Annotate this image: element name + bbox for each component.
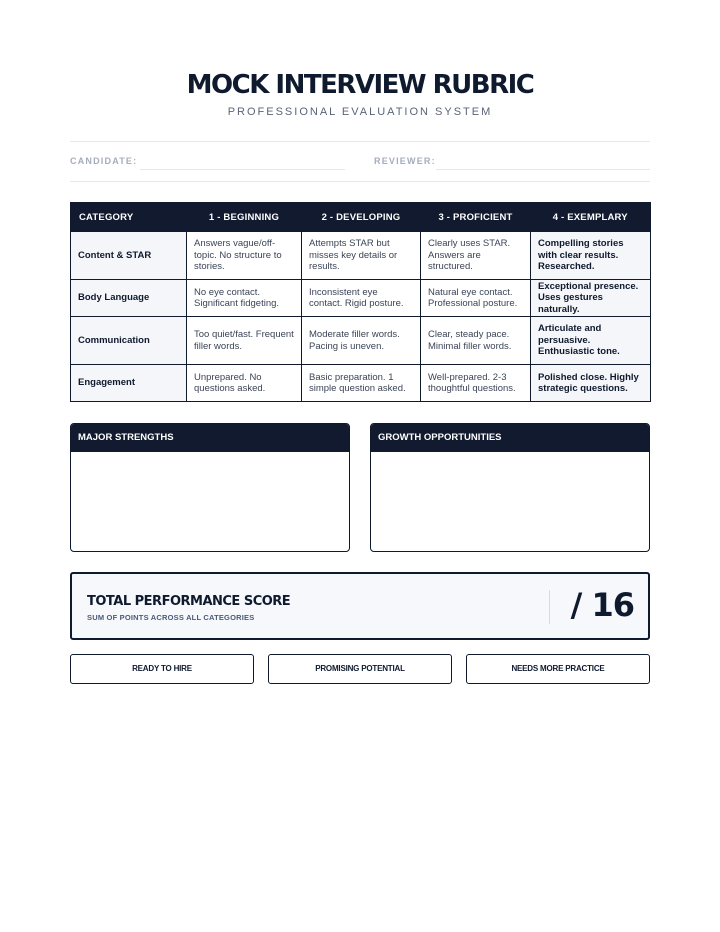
column-header-proficient: 3 - PROFICIENT (421, 203, 531, 232)
total-score-box (70, 572, 650, 640)
rubric-cell[interactable]: Attempts STAR but misses key details or results. (302, 232, 421, 280)
rubric-cell[interactable]: Well-prepared. 2-3 thoughtful questions. (421, 365, 531, 402)
score-divider (549, 590, 550, 624)
rubric-cell[interactable]: Moderate filler words. Pacing is uneven. (302, 317, 421, 365)
table-header-row (71, 203, 651, 232)
rubric-cell[interactable]: Exceptional presence. Uses gestures naturally. (531, 280, 651, 317)
rubric-cell[interactable]: Articulate and persuasive. Enthusiastic tone. (531, 317, 651, 365)
rubric-cell[interactable]: Answers vague/off-topic. No structure to stories. (187, 232, 302, 280)
reviewer-field[interactable] (436, 169, 650, 170)
score-subtitle: SUM OF POINTS ACROSS ALL CATEGORIES (87, 613, 255, 622)
table-row (71, 280, 651, 317)
rubric-cell[interactable]: Polished close. Highly strategic questions. (531, 365, 651, 402)
divider (70, 181, 650, 182)
score-value[interactable]: / 16 (570, 586, 634, 624)
rubric-cell[interactable]: Inconsistent eye contact. Rigid posture. (302, 280, 421, 317)
rubric-cell[interactable]: Natural eye contact. Professional posture. (421, 280, 531, 317)
column-header-beginning: 1 - BEGINNING (187, 203, 302, 232)
row-category: Body Language (71, 280, 187, 317)
rubric-cell[interactable]: Unprepared. No questions asked. (187, 365, 302, 402)
rubric-cell[interactable]: No eye contact. Significant fidgeting. (187, 280, 302, 317)
candidate-label: CANDIDATE: (70, 156, 138, 166)
rubric-cell[interactable]: Clearly uses STAR. Answers are structured. (421, 232, 531, 280)
table-row (71, 232, 651, 280)
strengths-panel[interactable] (70, 423, 350, 552)
row-category: Content & STAR (71, 232, 187, 280)
rubric-cell[interactable]: Basic preparation. 1 simple question asked. (302, 365, 421, 402)
column-header-developing: 2 - DEVELOPING (302, 203, 421, 232)
outcome-promising-potential[interactable]: PROMISING POTENTIAL (268, 654, 452, 684)
growth-panel[interactable] (370, 423, 650, 552)
table-row (71, 317, 651, 365)
rubric-cell[interactable]: Too quiet/fast. Frequent filler words. (187, 317, 302, 365)
table-row (71, 365, 651, 402)
rubric-cell[interactable]: Clear, steady pace. Minimal filler words. (421, 317, 531, 365)
rubric-table (70, 202, 651, 402)
reviewer-label: REVIEWER: (374, 156, 436, 166)
score-title: TOTAL PERFORMANCE SCORE (87, 594, 291, 609)
page-subtitle: PROFESSIONAL EVALUATION SYSTEM (227, 106, 493, 118)
strengths-panel-title: MAJOR STRENGTHS (71, 424, 349, 452)
row-category: Communication (71, 317, 187, 365)
outcome-ready-to-hire[interactable]: READY TO HIRE (70, 654, 254, 684)
row-category: Engagement (71, 365, 187, 402)
rubric-cell[interactable]: Compelling stories with clear results. Researched. (531, 232, 651, 280)
divider (70, 141, 650, 142)
growth-panel-title: GROWTH OPPORTUNITIES (371, 424, 649, 452)
page-title: MOCK INTERVIEW RUBRIC (186, 70, 534, 100)
column-header-category: CATEGORY (71, 203, 187, 232)
outcome-needs-more-practice[interactable]: NEEDS MORE PRACTICE (466, 654, 650, 684)
column-header-exemplary: 4 - EXEMPLARY (531, 203, 651, 232)
candidate-field[interactable] (140, 169, 345, 170)
